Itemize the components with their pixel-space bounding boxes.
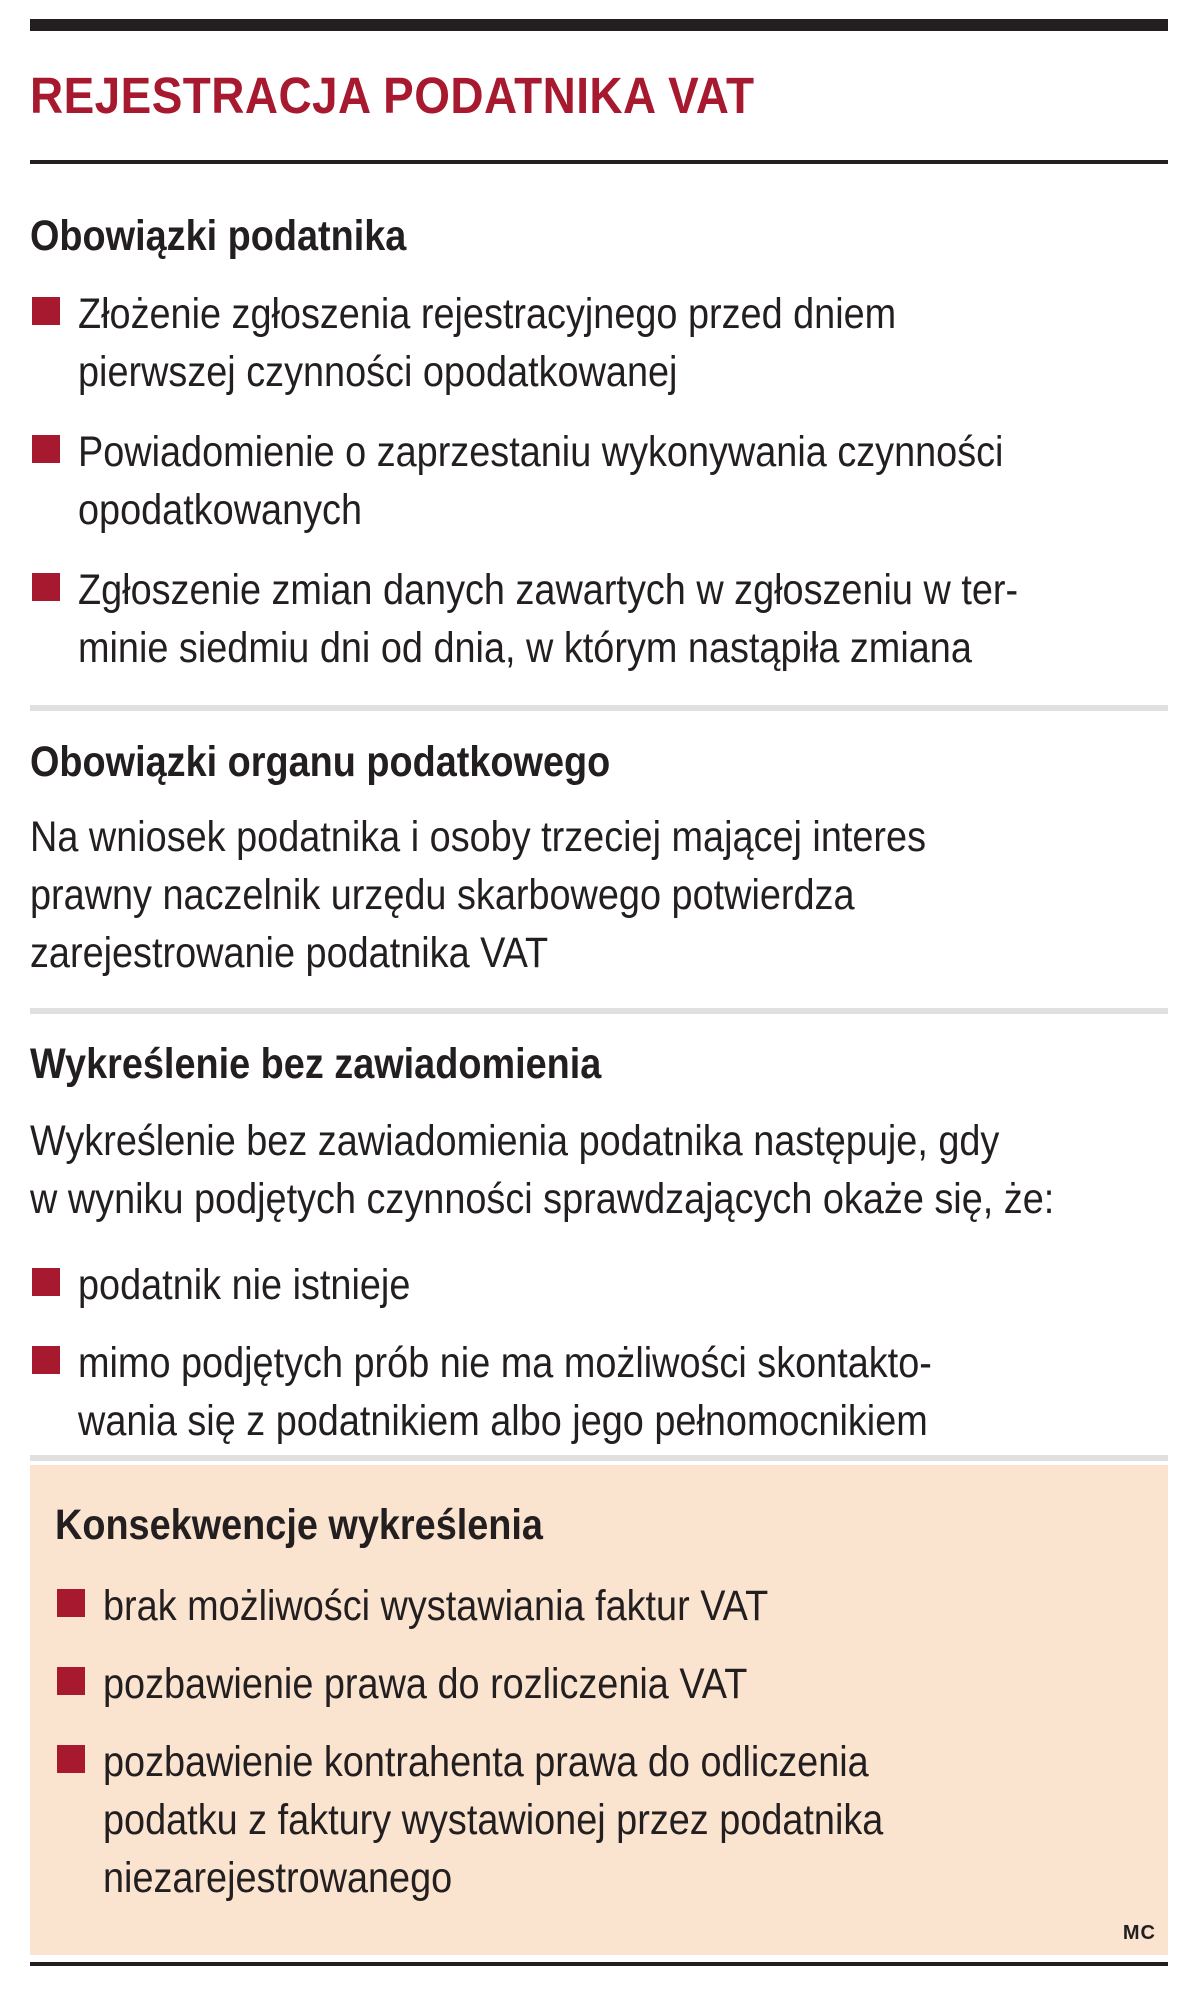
- list-item-text: pozbawienie prawa do rozliczenia VAT: [103, 1660, 748, 1708]
- list-item: [30, 1334, 1168, 1450]
- list-item-text: mimo podjętych prób nie ma możliwości skontakto-: [78, 1339, 932, 1387]
- section-heading-consequences: Konsekwencje wykreślenia: [55, 1501, 543, 1549]
- consequences-box: [30, 1465, 1168, 1955]
- bullet-square-icon: [57, 1667, 85, 1695]
- section-heading-authority-duties: Obowiązki organu podatkowego: [30, 738, 611, 786]
- list-item-text: brak możliwości wystawiania faktur VAT: [103, 1582, 769, 1630]
- bullet-square-icon: [32, 1346, 60, 1374]
- list-item-text: minie siedmiu dni od dnia, w którym nastąpiła zmiana: [78, 624, 972, 672]
- list-item: [30, 1256, 1168, 1314]
- list-item-text: pozbawienie kontrahenta prawa do odliczenia: [103, 1738, 869, 1786]
- section-heading-taxpayer-duties: Obowiązki podatnika: [30, 212, 407, 260]
- section-heading-deregistration: Wykreślenie bez zawiadomienia: [30, 1040, 602, 1088]
- bullet-square-icon: [32, 297, 60, 325]
- infographic: [30, 0, 1168, 2005]
- paragraph-line: w wyniku podjętych czynności sprawdzających okaże się, że:: [30, 1175, 1055, 1223]
- bullet-square-icon: [32, 435, 60, 463]
- author-signature: MC: [1122, 1922, 1156, 1944]
- list-item-text: Złożenie zgłoszenia rejestracyjnego przed dniem: [78, 290, 897, 338]
- top-rule: [30, 19, 1168, 31]
- section-divider: [30, 1008, 1168, 1014]
- paragraph-line: Wykreślenie bez zawiadomienia podatnika następuje, gdy: [30, 1117, 1000, 1165]
- title-rule: [30, 160, 1168, 164]
- section-divider: [30, 705, 1168, 711]
- list-item: [30, 423, 1168, 539]
- paragraph-line: Na wniosek podatnika i osoby trzeciej mającej interes: [30, 813, 926, 861]
- list-item-text: pierwszej czynności opodatkowanej: [78, 348, 678, 396]
- list-item-text: podatku z faktury wystawionej przez podatnika: [103, 1796, 884, 1844]
- bullet-square-icon: [32, 1268, 60, 1296]
- bottom-rule: [30, 1962, 1168, 1966]
- list-item: [30, 285, 1168, 401]
- list-item: [30, 561, 1168, 677]
- paragraph: [30, 1112, 1168, 1228]
- paragraph: [30, 808, 1168, 982]
- list-item: [55, 1577, 1155, 1635]
- list-item-text: opodatkowanych: [78, 486, 363, 534]
- list-item-text: Zgłoszenie zmian danych zawartych w zgłoszeniu w ter-: [78, 566, 1019, 614]
- bullet-square-icon: [32, 573, 60, 601]
- paragraph-line: zarejestrowanie podatnika VAT: [30, 929, 549, 977]
- list-item-text: podatnik nie istnieje: [78, 1261, 411, 1309]
- list-item: [55, 1655, 1155, 1713]
- paragraph-line: prawny naczelnik urzędu skarbowego potwierdza: [30, 871, 855, 919]
- section-divider: [30, 1455, 1168, 1461]
- list-item-text: Powiadomienie o zaprzestaniu wykonywania czynności: [78, 428, 1004, 476]
- list-item-text: wania się z podatnikiem albo jego pełnomocnikiem: [78, 1397, 928, 1445]
- bullet-square-icon: [57, 1589, 85, 1617]
- list-item: [55, 1733, 1155, 1907]
- page-title: REJESTRACJA PODATNIKA VAT: [30, 67, 755, 124]
- bullet-square-icon: [57, 1745, 85, 1773]
- list-item-text: niezarejestrowanego: [103, 1854, 453, 1902]
